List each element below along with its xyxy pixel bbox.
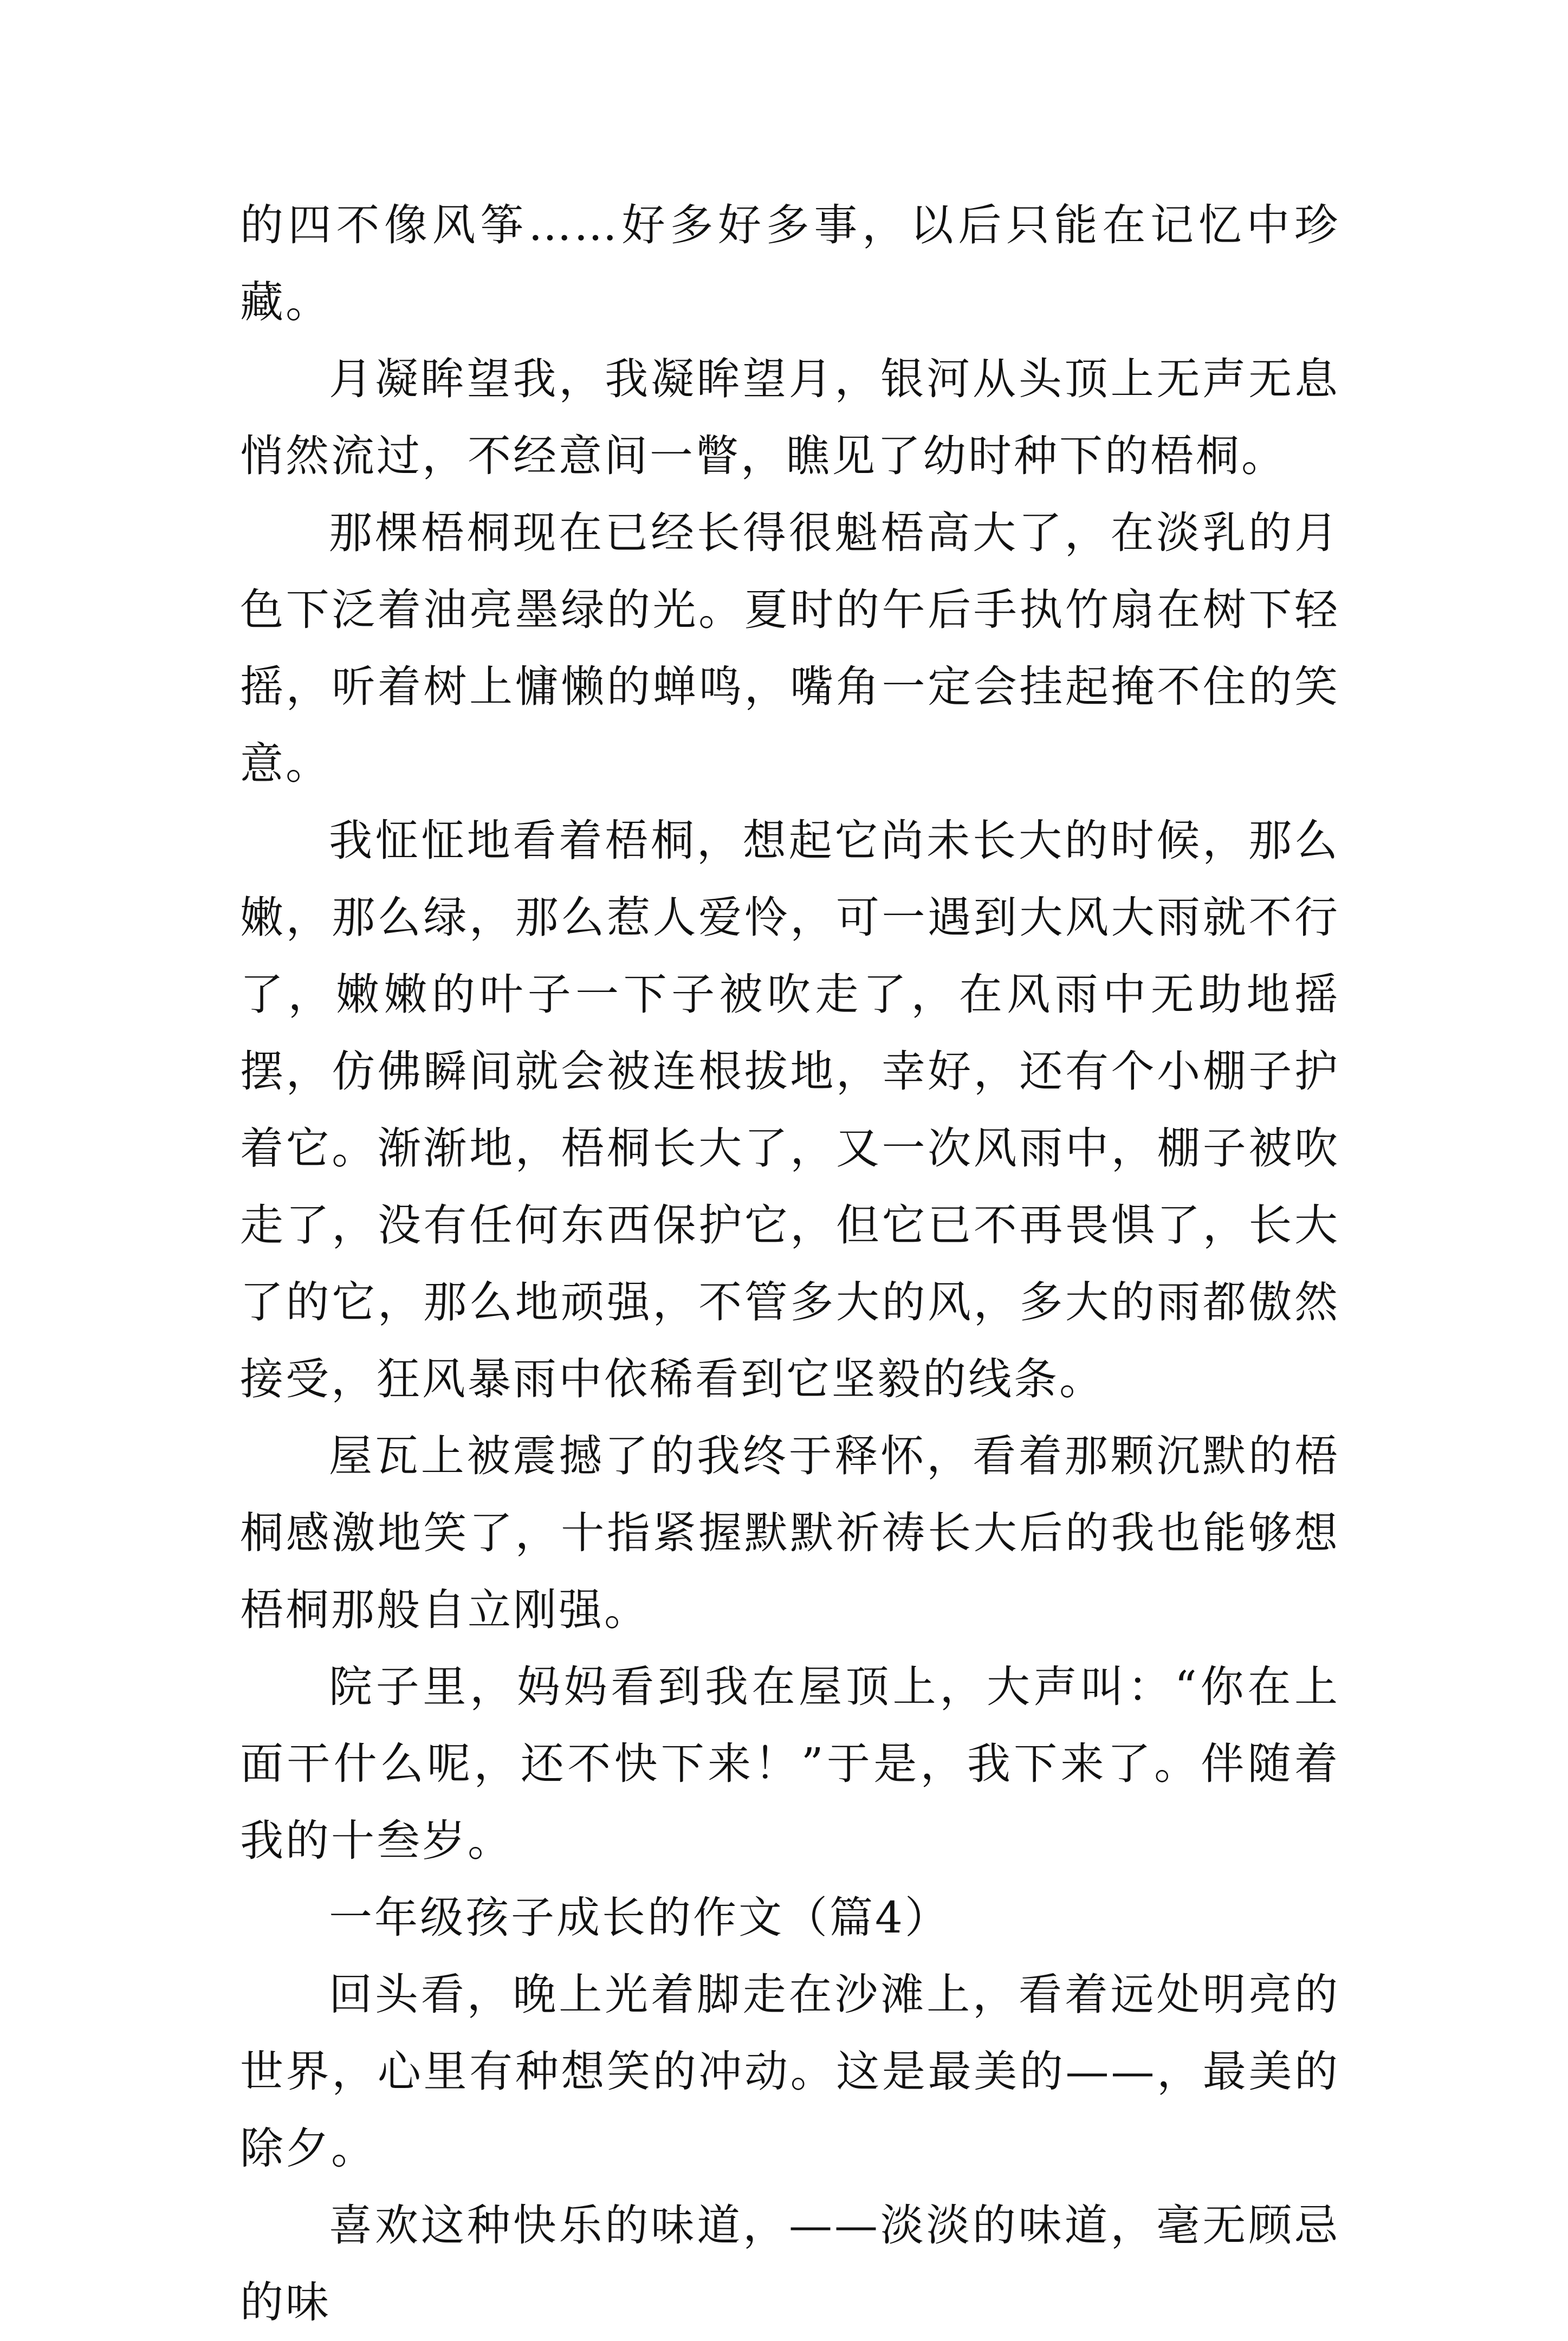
- paragraph: 我怔怔地看着梧桐，想起它尚未长大的时候，那么嫩，那么绿，那么惹人爱怜，可一遇到大风大雨就不行了，嫩嫩的叶子一下子被吹走了，在风雨中无助地摇摆，仿佛瞬间就会被连根拔地，幸好，还有个小棚子护着它。渐渐地，梧桐长大了，又一次风雨中，棚子被吹走了，没有任何东西保护它，但它已不再畏惧了，长大了的它，那么地顽强，不管多大的风，多大的雨都傲然接受，狂风暴雨中依稀看到它坚毅的线条。: [240, 815, 1340, 1404]
- paragraph: 院子里，妈妈看到我在屋顶上，大声叫：“你在上面干什么呢，还不快下来！”于是，我下来了。伴随着我的十叁岁。: [240, 1662, 1340, 1866]
- section-heading: 一年级孩子成长的作文（篇4）: [329, 1892, 950, 1943]
- paragraph: 屋瓦上被震撼了的我终于释怀，看着那颗沉默的梧桐感激地笑了，十指紧握默默祈祷长大后的我也能够想梧桐那般自立刚强。: [240, 1431, 1340, 1635]
- paragraph: 月凝眸望我，我凝眸望月，银河从头顶上无声无息悄然流过，不经意间一瞥，瞧见了幼时种下的梧桐。: [240, 354, 1340, 481]
- body-text: [240, 187, 1340, 2341]
- paragraph: 那棵梧桐现在已经长得很魁梧高大了，在淡乳的月色下泛着油亮墨绿的光。夏时的午后手执竹扇在树下轻摇，听着树上慵懒的蝉鸣，嘴角一定会挂起掩不住的笑意。: [240, 508, 1340, 789]
- paragraph: 的四不像风筝……好多好多事，以后只能在记忆中珍藏。: [240, 200, 1340, 327]
- paragraph: 回头看，晚上光着脚走在沙滩上，看着远处明亮的世界，心里有种想笑的冲动。这是最美的——，最美的除夕。: [240, 1969, 1340, 2174]
- paragraph: 喜欢这种快乐的味道，——淡淡的味道，毫无顾忌的味: [240, 2200, 1340, 2327]
